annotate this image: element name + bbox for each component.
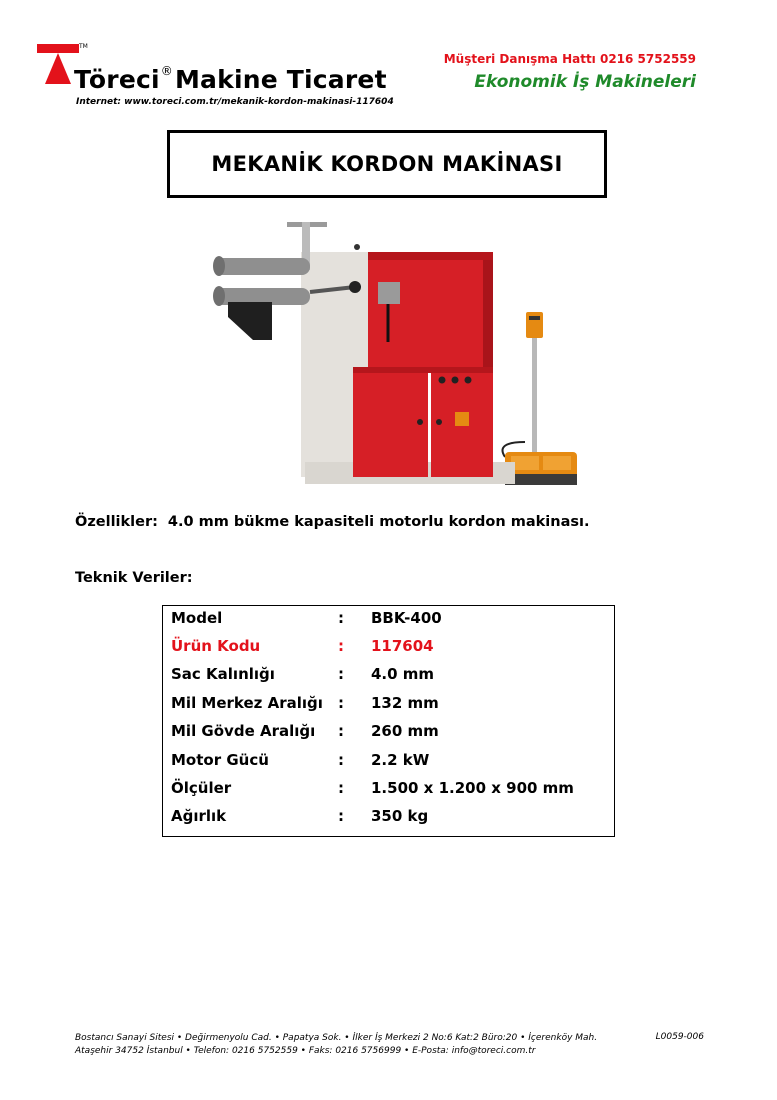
spec-value: 2.2 kW (371, 751, 430, 769)
company-brand: Töreci (74, 65, 160, 94)
footer-line-2: Ataşehir 34752 İstanbul • Telefon: 0216 5752559 • Faks: 0216 5756999 • E-Posta: info@toreci.com.tr (75, 1046, 536, 1056)
company-name (74, 64, 387, 94)
spec-value: 132 mm (371, 694, 439, 712)
spec-value: 260 mm (371, 722, 439, 740)
spec-key: Mil Merkez Aralığı (171, 694, 323, 712)
spec-value: 4.0 mm (371, 665, 435, 683)
features-text: 4.0 mm bükme kapasiteli motorlu kordon makinası. (167, 514, 590, 530)
spec-colon: : (338, 807, 344, 825)
spec-colon: : (338, 665, 344, 683)
company-logo (37, 44, 79, 84)
spec-colon: : (338, 637, 344, 655)
product-title: MEKANİK KORDON MAKİNASI (211, 152, 563, 176)
website-link[interactable]: Internet: www.toreci.com.tr/mekanik-kordon-makinasi-117604 (76, 97, 394, 107)
spec-key: Ölçüler (171, 779, 232, 797)
spec-value: BBK-400 (371, 609, 442, 627)
spec-key: Sac Kalınlığı (171, 665, 275, 683)
spec-colon: : (338, 722, 344, 740)
footer-line-1: Bostancı Sanayi Sitesi • Değirmenyolu Cad. • Papatya Sok. • İlker İş Merkezi 2 No:6 Kat:2 Büro:20 • İçerenköy Mah. (75, 1033, 598, 1043)
spec-key: Ürün Kodu (171, 637, 261, 655)
spec-key: Model (171, 609, 223, 627)
document-code: L0059-006 (655, 1032, 704, 1042)
spec-colon: : (338, 779, 344, 797)
spec-table (162, 605, 615, 837)
machine-photo (205, 212, 585, 502)
technical-data-title: Teknik Veriler: (75, 570, 193, 586)
customer-hotline: Müşteri Danışma Hattı 0216 5752559 (443, 52, 696, 66)
spec-value: 350 kg (371, 807, 429, 825)
product-title-box (167, 130, 607, 198)
spec-key: Motor Gücü (171, 751, 269, 769)
spec-colon: : (338, 694, 344, 712)
features-label: Özellikler: (75, 514, 158, 530)
company-slogan: Ekonomik İş Makineleri (474, 72, 696, 92)
spec-key: Ağırlık (171, 807, 227, 825)
spec-colon: : (338, 751, 344, 769)
spec-colon: : (338, 609, 344, 627)
company-suffix: Makine Ticaret (174, 65, 387, 94)
features-line (75, 514, 589, 530)
trademark-symbol: TM (79, 43, 88, 50)
footer-address (75, 1032, 597, 1058)
spec-key: Mil Gövde Aralığı (171, 722, 316, 740)
spec-value: 1.500 x 1.200 x 900 mm (371, 779, 574, 797)
spec-value: 117604 (371, 637, 434, 655)
registered-mark: ® (160, 64, 173, 78)
